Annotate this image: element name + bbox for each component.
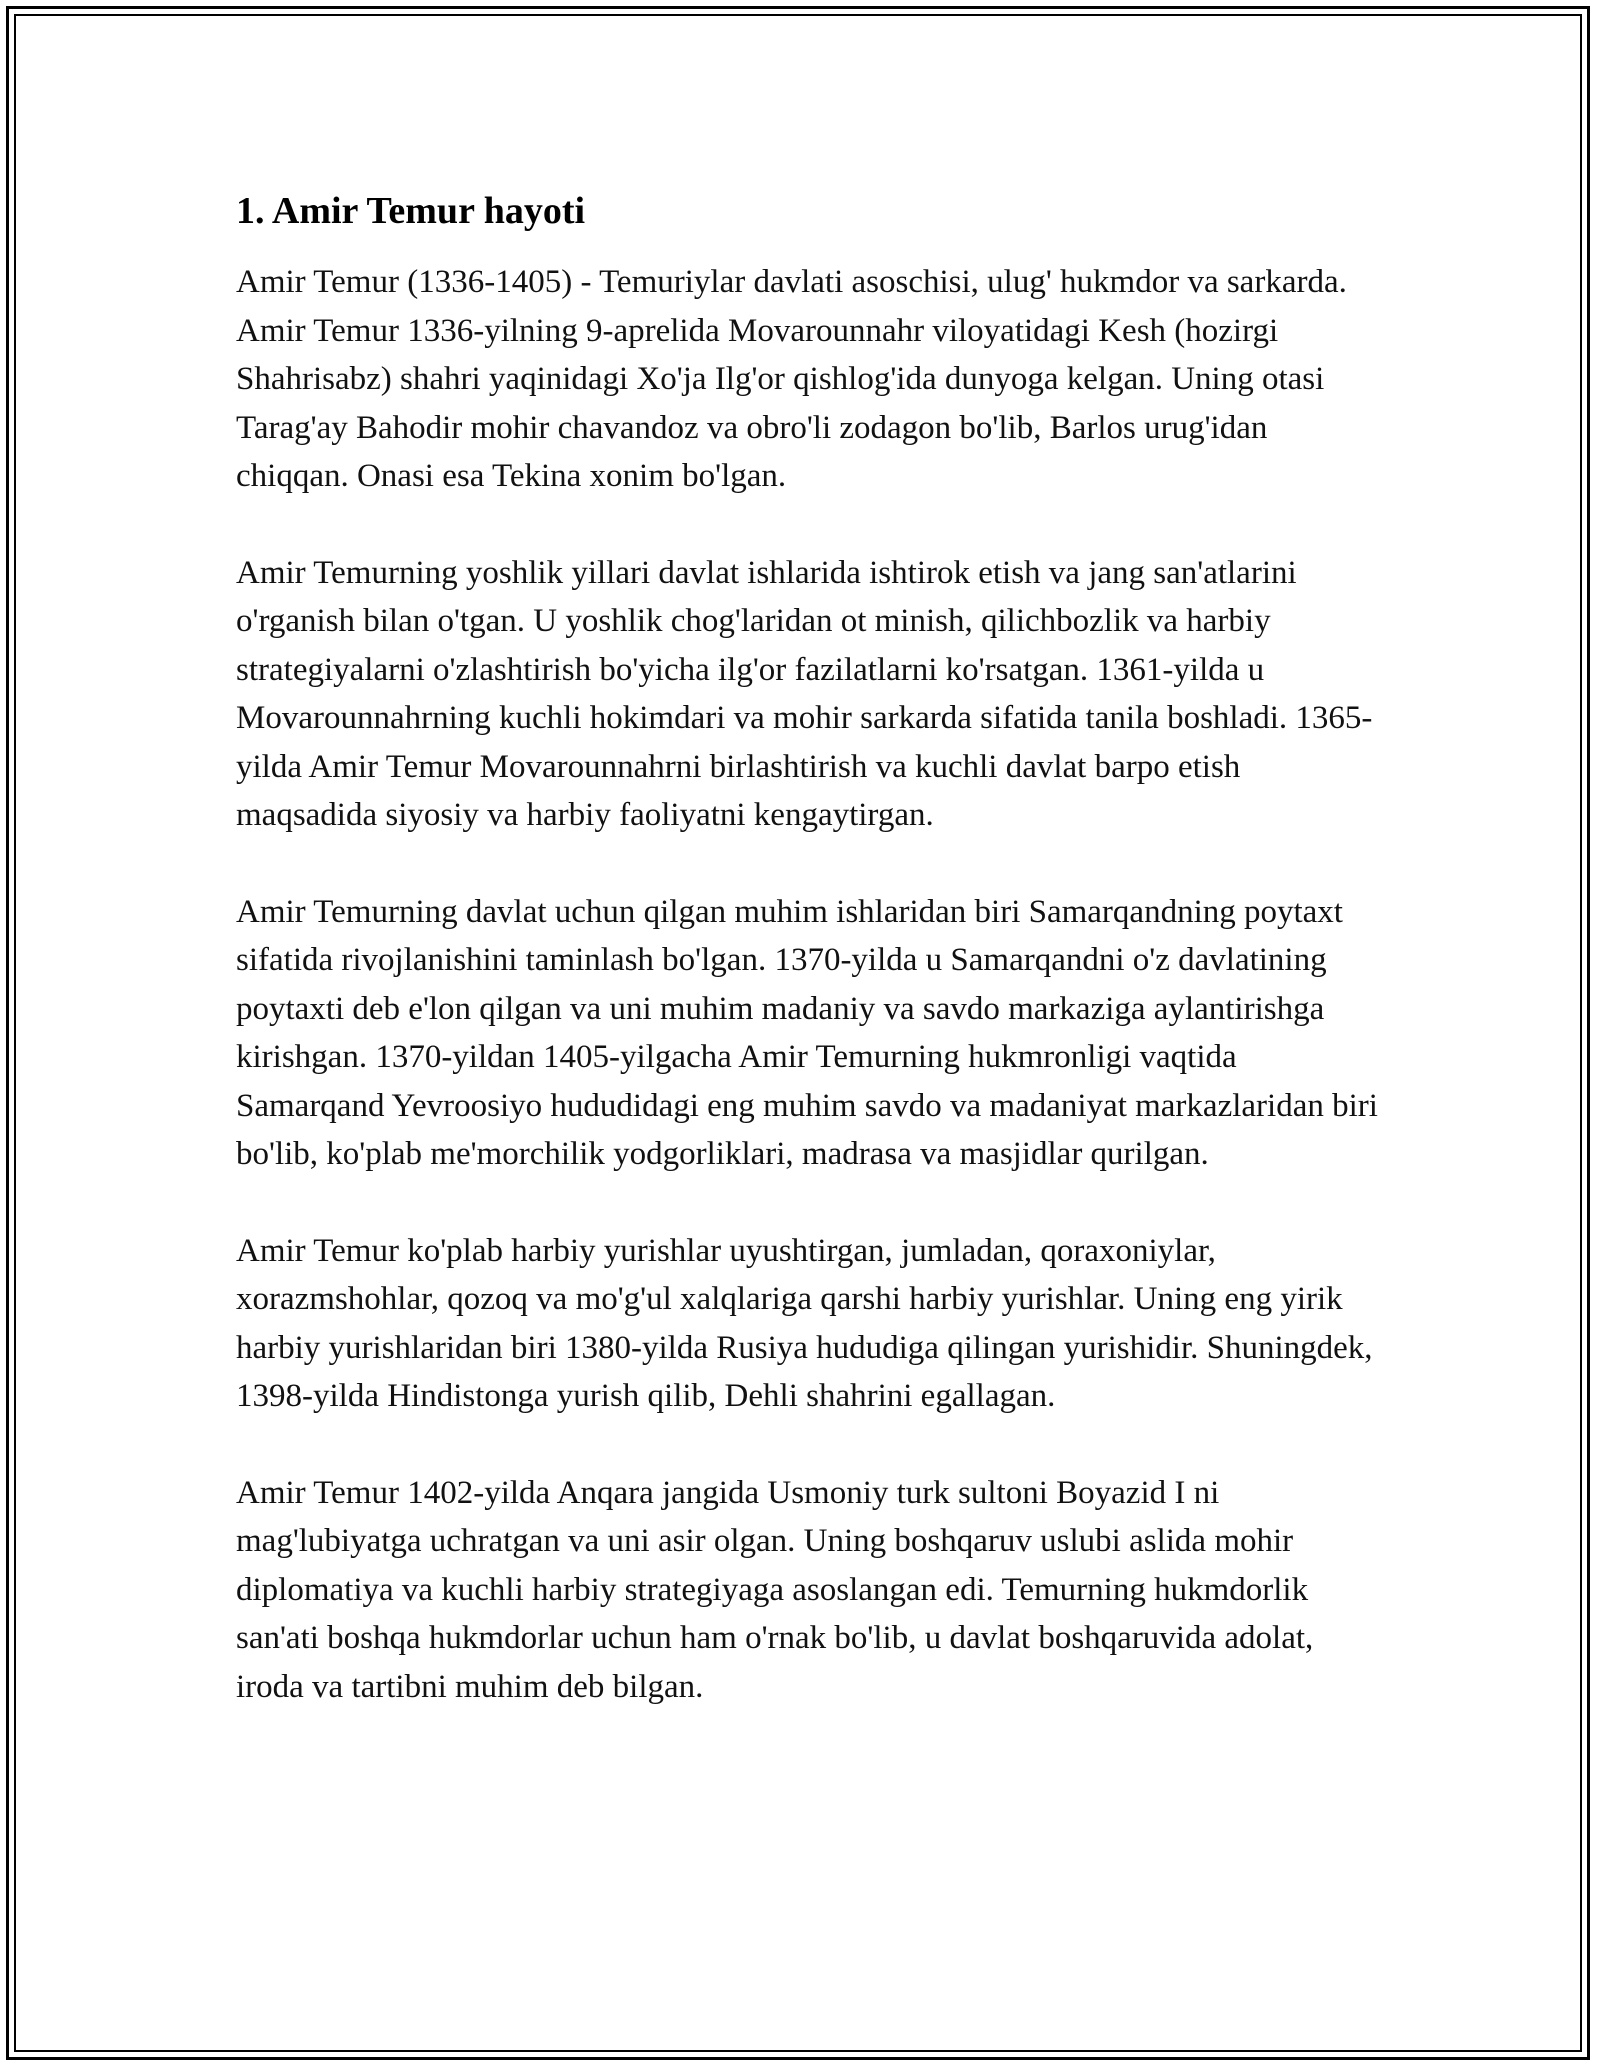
paragraph-1: Amir Temur (1336-1405) - Temuriylar davlati asoschisi, ulug' hukmdor va sarkarda. Amir Temur 1336-yilning 9-aprelida Movarounnahr viloyatidagi Kesh (hozirgi Shahrisabz) shahri yaqinidagi Xo'ja Ilg'or qishlog'ida dunyoga kelgan. Uning otasi Tarag'ay Bahodir mohir chavandoz va obro'li zodagon bo'lib, Barlos urug'idan chiqqan. Onasi esa Tekina xonim bo'lgan. <box>236 264 1347 494</box>
section-title: 1. Amir Temur hayoti <box>236 190 586 232</box>
paragraph-2: Amir Temurning yoshlik yillari davlat ishlarida ishtirok etish va jang san'atlarini o'rganish bilan o'tgan. U yoshlik chog'laridan ot minish, qilichbozlik va harbiy strategiyalarni o'zlashtirish bo'yicha ilg'or fazilatlarni ko'rsatgan. 1361-yilda u Movarounnahrning kuchli hokimdari va mohir sarkarda sifatida tanila boshladi. 1365-yilda Amir Temur Movarounnahrni birlashtirish va kuchli davlat barpo etish maqsadida siyosiy va harbiy faoliyatni kengaytirgan. <box>236 554 1373 833</box>
paragraph-5: Amir Temur 1402-yilda Anqara jangida Usmoniy turk sultoni Boyazid I ni mag'lubiyatga uchratgan va uni asir olgan. Uning boshqaruv uslubi aslida mohir diplomatiya va kuchli harbiy strategiyaga asoslangan edi. Temurning hukmdorlik san'ati boshqa hukmdorlar uchun ham o'rnak bo'lib, u davlat boshqaruvida adolat, iroda va tartibni muhim deb bilgan. <box>236 1474 1314 1705</box>
paragraph-4: Amir Temur ko'plab harbiy yurishlar uyushtirgan, jumladan, qoraxoniylar, xorazmshohlar, qozoq va mo'g'ul xalqlariga qarshi harbiy yurishlar. Uning eng yirik harbiy yurishlaridan biri 1380-yilda Rusiya hududiga qilingan yurishidir. Shuningdek, 1398-yilda Hindistonga yurish qilib, Dehli shahrini egallagan. <box>236 1232 1373 1414</box>
paragraph-3: Amir Temurning davlat uchun qilgan muhim ishlaridan biri Samarqandning poytaxt sifatida rivojlanishini taminlash bo'lgan. 1370-yilda u Samarqandni o'z davlatining poytaxti deb e'lon qilgan va uni muhim madaniy va savdo markaziga aylantirishga kirishgan. 1370-yildan 1405-yilgacha Amir Temurning hukmronligi vaqtida Samarqand Yevroosiyo hududidagi eng muhim savdo va madaniyat markazlaridan biri bo'lib, ko'plab me'morchilik yodgorliklari, madrasa va masjidlar qurilgan. <box>236 893 1378 1172</box>
document-body <box>236 186 1386 1711</box>
